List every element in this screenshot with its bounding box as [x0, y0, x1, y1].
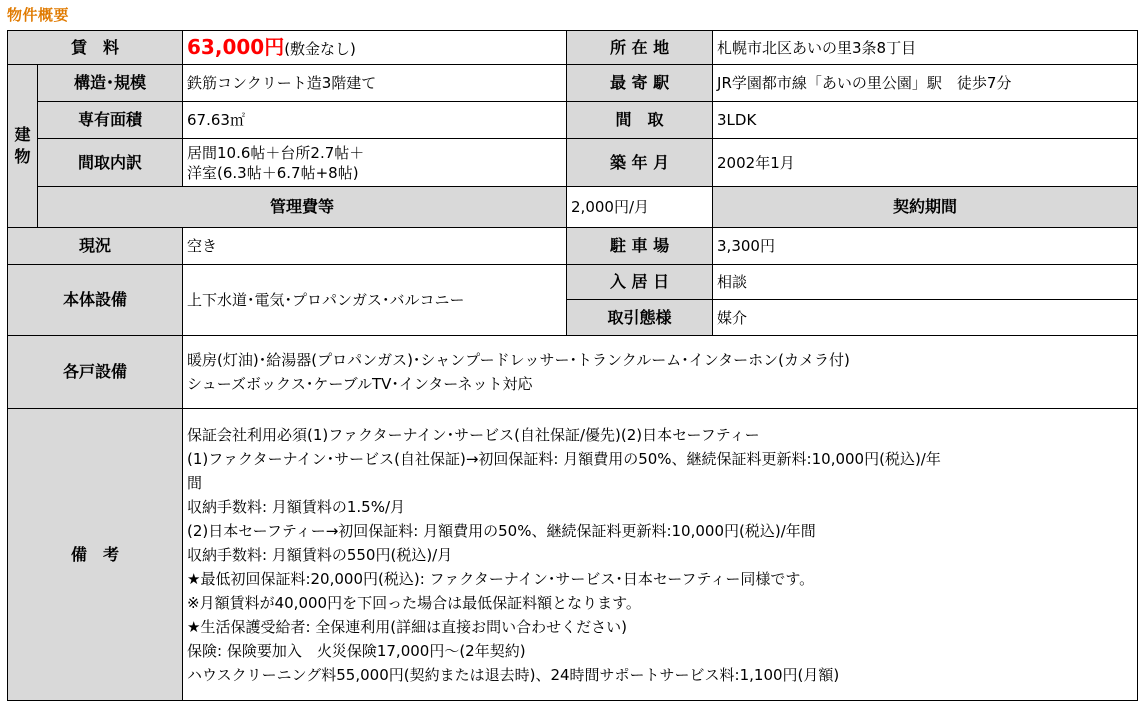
remarks-line: ★最低初回保証料:20,000円(税込): ファクターナイン･サービス･日本セーフティー同様です。	[187, 569, 815, 588]
built-value: 2002年1月	[713, 139, 1138, 187]
building-group-label	[8, 65, 38, 228]
remarks-line: 保険: 保険要加入 火災保険17,000円～(2年契約)	[187, 641, 526, 660]
rent-value: 63,000円	[187, 34, 285, 59]
layout-detail-value	[183, 139, 567, 187]
row-area	[8, 102, 1138, 139]
remarks-line: 収納手数料: 月額賃料の1.5%/月	[187, 497, 406, 516]
parking-value: 3,300円	[713, 228, 1138, 265]
remarks-line: ハウスクリーニング料55,000円(契約または退去時)、24時間サポートサービス料:1,100円(月額)	[187, 665, 840, 684]
layout-detail-label: 間取内訳	[38, 139, 183, 187]
rent-label: 賃 料	[8, 31, 183, 65]
unit-equipment-value	[183, 336, 1138, 409]
parking-label: 駐 車 場	[567, 228, 713, 265]
area-value: 67.63㎡	[183, 102, 567, 139]
remarks-line: ※月額賃料が40,000円を下回った場合は最低保証料額となります。	[187, 593, 641, 612]
property-overview-table	[7, 30, 1138, 701]
move-in-label: 入 居 日	[567, 265, 713, 300]
layout-value: 3LDK	[713, 102, 1138, 139]
structure-value: 鉄筋コンクリート造3階建て	[183, 65, 567, 102]
remarks-label: 備 考	[8, 409, 183, 701]
remarks-line: 保証会社利用必須(1)ファクターナイン･サービス(自社保証/優先)(2)日本セーフティー	[187, 425, 760, 444]
remarks-line: (2)日本セーフティー→初回保証料: 月額費用の50%、継続保証料更新料:10,000円(税込)/年間	[187, 521, 816, 540]
unit-equipment-line: シューズボックス･ケーブルTV･インターネット対応	[187, 375, 533, 393]
row-remarks	[8, 409, 1138, 701]
status-label: 現況	[8, 228, 183, 265]
row-unit-equipment	[8, 336, 1138, 409]
section-heading: 物件概要	[7, 6, 70, 24]
row-status	[8, 228, 1138, 265]
area-label: 専有面積	[38, 102, 183, 139]
mgmt-fee-value: 2,000円/月	[567, 187, 713, 228]
transaction-value: 媒介	[713, 300, 1138, 336]
row-main-equipment	[8, 265, 1138, 300]
remarks-line: ★生活保護受給者: 全保連利用(詳細は直接お問い合わせください)	[187, 617, 627, 636]
built-label: 築 年 月	[567, 139, 713, 187]
row-rent	[8, 31, 1138, 65]
status-value: 空き	[183, 228, 567, 265]
rent-note: (敷金なし)	[284, 39, 356, 58]
rent-value-cell	[183, 31, 567, 65]
remarks-line: 間	[187, 473, 203, 492]
unit-equipment-label: 各戸設備	[8, 336, 183, 409]
remarks-value	[183, 409, 1138, 701]
address-label: 所 在 地	[567, 31, 713, 65]
mgmt-fee-label: 管理費等	[38, 187, 567, 228]
row-layout-detail	[8, 139, 1138, 187]
main-equipment-label: 本体設備	[8, 265, 183, 336]
row-structure	[8, 65, 1138, 102]
station-value: JR学園都市線「あいの里公園」駅 徒歩7分	[713, 65, 1138, 102]
building-group-text: 建物	[14, 125, 31, 166]
row-mgmt-fee	[8, 187, 1138, 228]
layout-label: 間 取	[567, 102, 713, 139]
unit-equipment-line: 暖房(灯油)･給湯器(プロパンガス)･シャンプードレッサー･トランクルーム･インターホン(カメラ付)	[187, 351, 850, 369]
address-value: 札幌市北区あいの里3条8丁目	[713, 31, 1138, 65]
layout-detail-line: 居間10.6帖＋台所2.7帖＋	[187, 143, 365, 162]
contract-label: 契約期間	[713, 187, 1138, 228]
remarks-line: 収納手数料: 月額賃料の550円(税込)/月	[187, 545, 453, 564]
main-equipment-value: 上下水道･電気･プロパンガス･バルコニー	[183, 265, 567, 336]
remarks-line: (1)ファクターナイン･サービス(自社保証)→初回保証料: 月額費用の50%、継続保証料更新料:10,000円(税込)/年	[187, 449, 941, 468]
structure-label: 構造･規模	[38, 65, 183, 102]
layout-detail-line: 洋室(6.3帖＋6.7帖+8帖)	[187, 163, 359, 182]
station-label: 最 寄 駅	[567, 65, 713, 102]
transaction-label: 取引態様	[567, 300, 713, 336]
move-in-value: 相談	[713, 265, 1138, 300]
